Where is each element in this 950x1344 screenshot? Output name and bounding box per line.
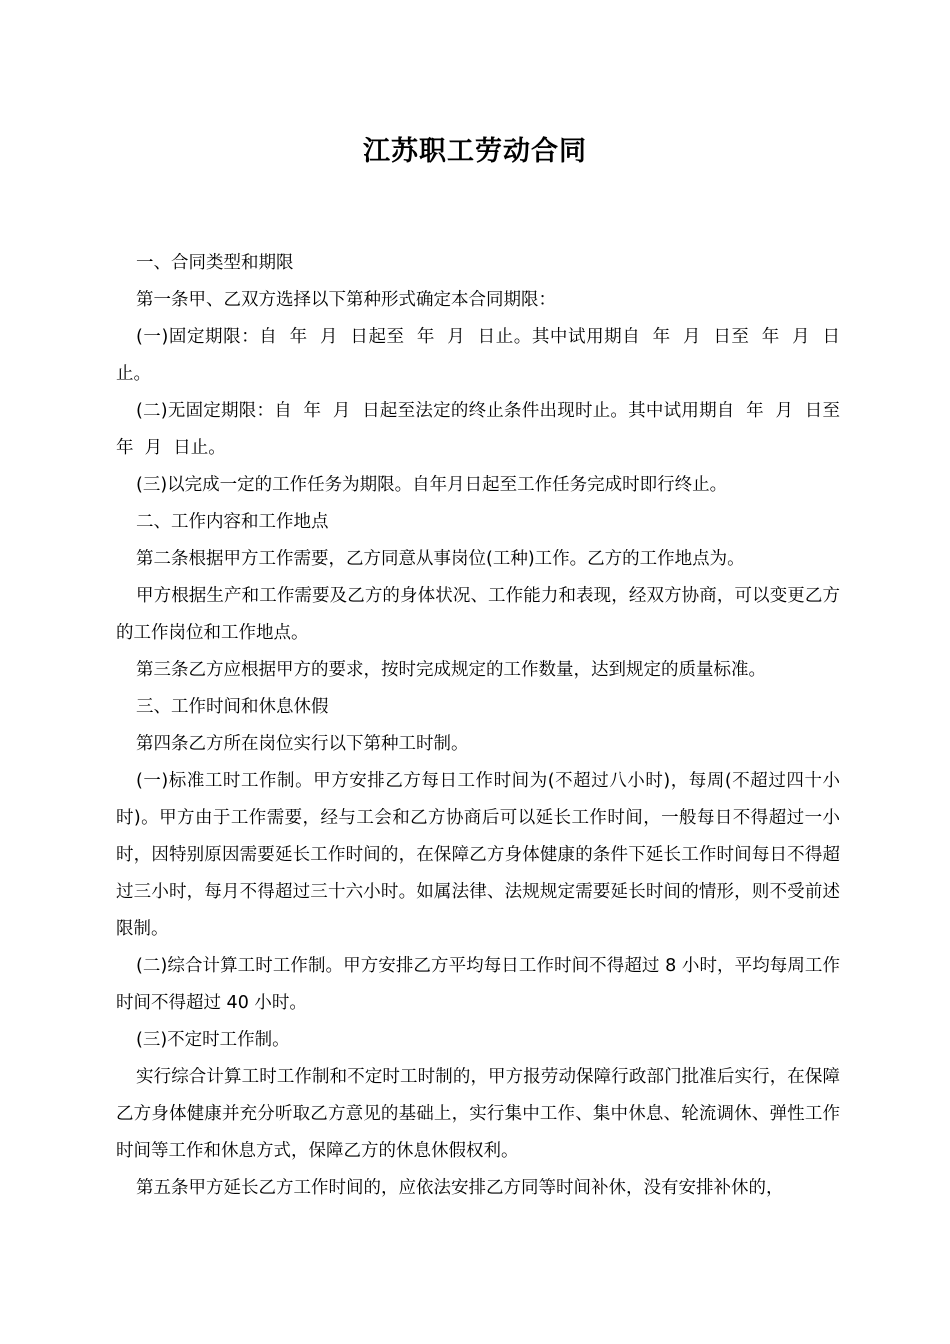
- paragraph: (一)标准工时工作制。甲方安排乙方每日工作时间为(不超过八小时)，每周(不超过四十小时)。甲方由于工作需要，经与工会和乙方协商后可以延长工作时间，一般每日不得超过一小时，因特别原因需要延长工作时间的，在保障乙方身体健康的条件下延长工作时间每日不得超过三小时，每月不得超过三十六小时。如属法律、法规规定需要延长时间的情形，则不受前述限制。: [116, 771, 840, 939]
- paragraph: (三)不定时工作制。: [136, 1030, 290, 1050]
- document-body: [116, 245, 852, 1207]
- paragraph: 第五条甲方延长乙方工作时间的，应依法安排乙方同等时间补休，没有安排补休的，: [136, 1178, 784, 1198]
- document-title: 江苏职工劳动合同: [363, 136, 587, 167]
- paragraph: (二)综合计算工时工作制。甲方安排乙方平均每日工作时间不得超过 8 小时，平均每周工作时间不得超过 40 小时。: [116, 956, 840, 1013]
- section-heading: 一、合同类型和期限: [136, 253, 294, 273]
- paragraph: 甲方根据生产和工作需要及乙方的身体状况、工作能力和表现，经双方协商，可以变更乙方的工作岗位和工作地点。: [116, 586, 840, 643]
- paragraph: (二)无固定期限：自 年 月 日起至法定的终止条件出现时止。其中试用期自 年 月 日至 年 月 日止。: [116, 401, 852, 458]
- section-heading: 二、工作内容和工作地点: [136, 512, 329, 532]
- paragraph: 第三条乙方应根据甲方的要求，按时完成规定的工作数量，达到规定的质量标准。: [136, 660, 766, 680]
- paragraph: (三)以完成一定的工作任务为期限。自年月日起至工作任务完成时即行终止。: [136, 475, 728, 495]
- paragraph: 第二条根据甲方工作需要，乙方同意从事岗位(工种)工作。乙方的工作地点为。: [136, 549, 745, 569]
- paragraph: 第四条乙方所在岗位实行以下第种工时制。: [136, 734, 469, 754]
- paragraph: 实行综合计算工时工作制和不定时工时制的，甲方报劳动保障行政部门批准后实行，在保障乙方身体健康并充分听取乙方意见的基础上，实行集中工作、集中休息、轮流调休、弹性工作时间等工作和休息方式，保障乙方的休息休假权利。: [116, 1067, 840, 1161]
- section-heading: 三、工作时间和休息休假: [136, 697, 329, 717]
- paragraph: (一)固定期限：自 年 月 日起至 年 月 日止。其中试用期自 年 月 日至 年 月 日止。: [116, 327, 840, 384]
- paragraph: 第一条甲、乙双方选择以下第种形式确定本合同期限：: [136, 290, 556, 310]
